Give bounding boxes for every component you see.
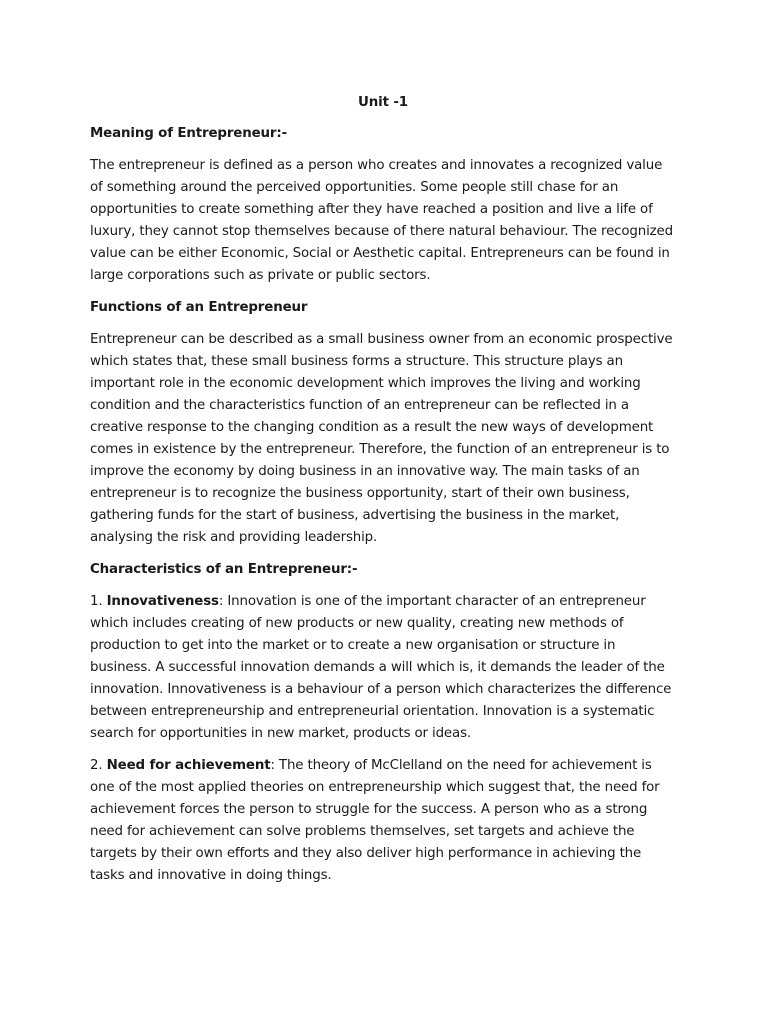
list-item-number: 2.	[90, 758, 107, 773]
document-content	[90, 93, 676, 897]
page-title: Unit -1	[358, 95, 408, 110]
list-item-title: Need for achievement	[106, 758, 271, 773]
list-item-title: Innovativeness	[106, 594, 219, 609]
list-item	[90, 755, 676, 887]
section-heading-meaning: Meaning of Entrepreneur:-	[90, 126, 287, 141]
section-heading-functions: Functions of an Entrepreneur	[90, 300, 308, 315]
section-body-functions: Entrepreneur can be described as a small business owner from an economic prospective which states that, these small business forms a structure. This structure plays an important role in the economic development which improves the living and working condition and the characteristics function of an entrepreneur can be reflected in a creative response to the changing condition as a result the new ways of development comes in existence by the entrepreneur. Therefore, the function of an entrepreneur is to improve the economy by doing business in an innovative way. The main tasks of an entrepreneur is to recognize the business opportunity, start of their own business, gathering funds for the start of business, advertising the business in the market, analysing the risk and providing leadership.	[90, 332, 673, 545]
list-item-text: : Innovation is one of the important character of an entrepreneur which includes creating of new products or new quality, creating new methods of production to get into the market or to create a new organisation or structure in business. A successful innovation demands a will which is, it demands the leader of the innovation. Innovativeness is a behaviour of a person which characterizes the difference between entrepreneurship and entrepreneurial orientation. Innovation is a systematic search for opportunities in new market, products or ideas.	[90, 594, 672, 741]
section-body-meaning: The entrepreneur is defined as a person who creates and innovates a recognized value of something around the perceived opportunities. Some people still chase for an opportunities to create something after they have reached a position and live a life of luxury, they cannot stop themselves because of there natural behaviour. The recognized value can be either Economic, Social or Aesthetic capital. Entrepreneurs can be found in large corporations such as private or public sectors.	[90, 158, 673, 283]
section-heading-characteristics: Characteristics of an Entrepreneur:-	[90, 562, 358, 577]
list-item	[90, 591, 676, 745]
list-item-text: : The theory of McClelland on the need for achievement is one of the most applied theories on entrepreneurship which suggest that, the need for achievement forces the person to struggle for the success. A person who as a strong need for achievement can solve problems themselves, set targets and achieve the targets by their own efforts and they also deliver high performance in achieving the tasks and innovative in doing things.	[90, 758, 660, 883]
list-item-number: 1.	[90, 594, 107, 609]
